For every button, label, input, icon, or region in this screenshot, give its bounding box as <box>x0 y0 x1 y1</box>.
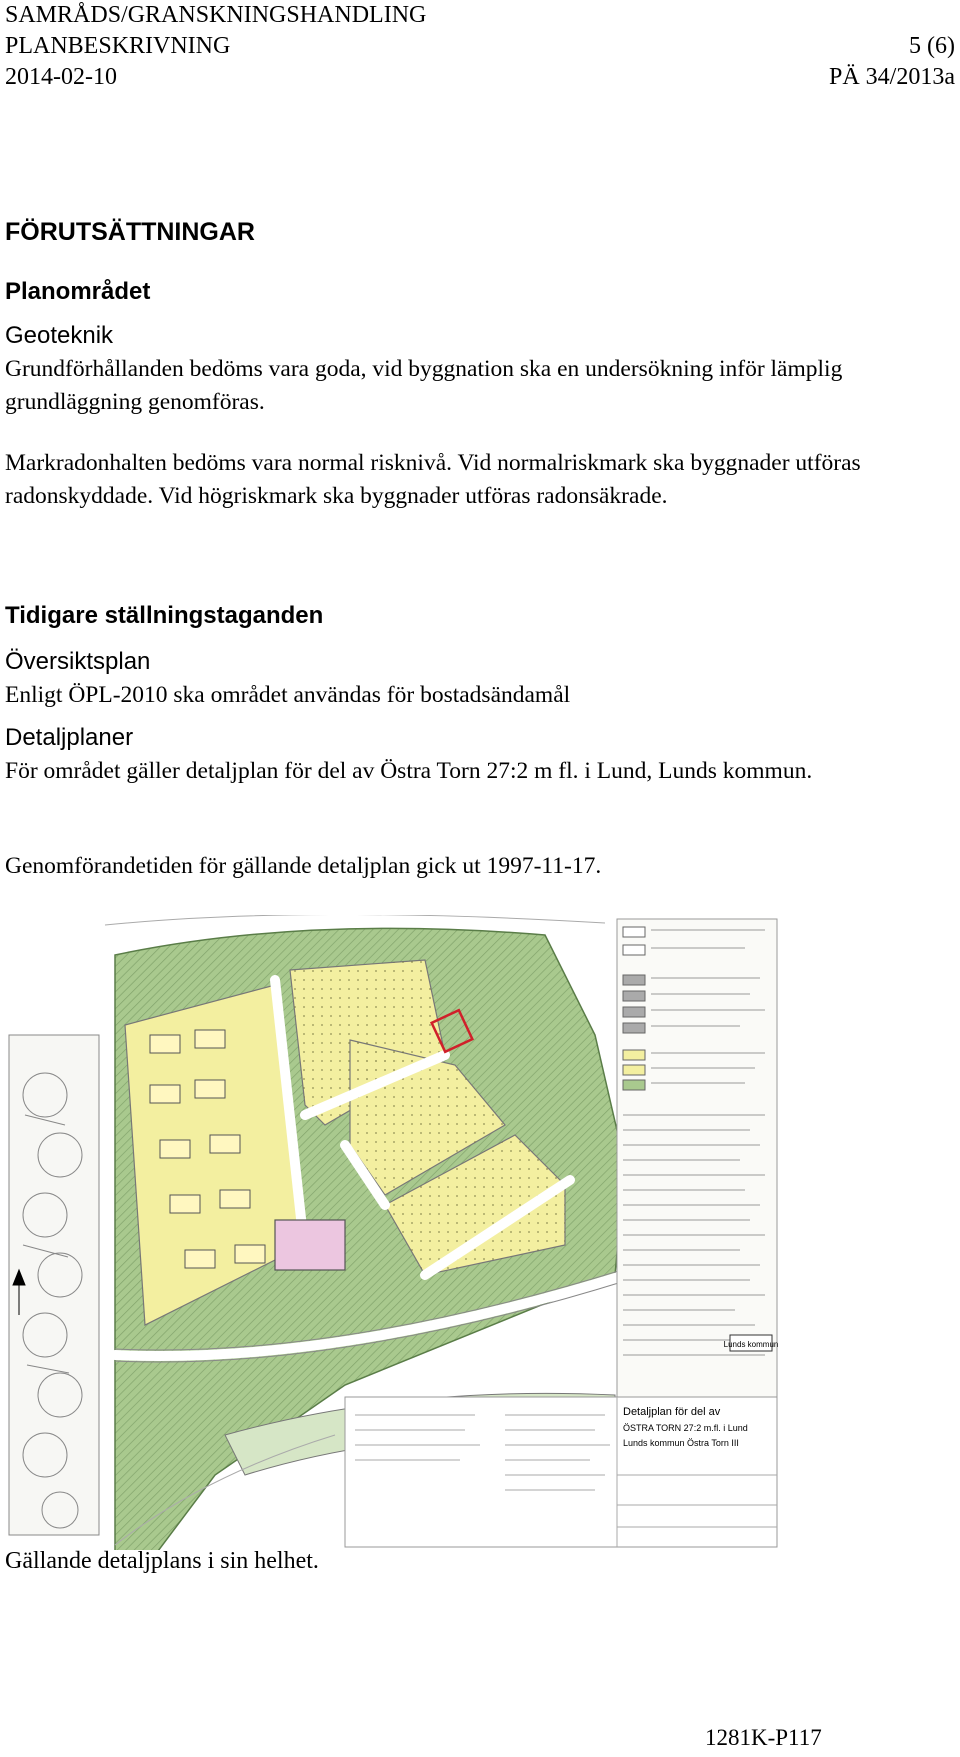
title-block-line-1: Detaljplan för del av <box>623 1406 721 1418</box>
map-stamp: Lunds kommun <box>723 1340 779 1349</box>
detaljplaner-heading: Detaljplaner <box>5 724 134 751</box>
title-block-line-3: Lunds kommun Östra Torn III <box>623 1438 739 1448</box>
header-status: SAMRÅDS/GRANSKNINGSHANDLING <box>5 2 427 28</box>
title-block-line-2: ÖSTRA TORN 27:2 m.fl. i Lund <box>623 1423 748 1433</box>
footer-code: 1281K-P117 <box>705 1725 822 1750</box>
header-doc-type: PLANBESKRIVNING <box>5 33 231 59</box>
map-title-block <box>345 1397 777 1547</box>
geoteknik-heading: Geoteknik <box>5 322 114 349</box>
pink-area <box>275 1220 345 1270</box>
header-page-number: 5 (6) <box>909 33 955 59</box>
geoteknik-paragraph-2: Markradonhalten bedöms vara normal risknivå. Vid normalriskmark ska byggnader utföras radonskyddade. Vid högriskmark ska byggnader utföras radonsäkrade. <box>5 450 861 509</box>
genomforande-text: Genomförandetiden för gällande detaljplan gick ut 1997-11-17. <box>5 853 602 879</box>
page-header <box>5 0 955 93</box>
detaljplaner-text: För området gäller detaljplan för del av Östra Torn 27:2 m fl. i Lund, Lunds kommun. <box>5 758 813 784</box>
tidigare-heading: Tidigare ställningstaganden <box>5 602 324 629</box>
oversiktsplan-text: Enligt ÖPL-2010 ska området användas för bostadsändamål <box>5 682 571 708</box>
map-caption: Gällande detaljplans i sin helhet. <box>5 1548 319 1574</box>
oversiktsplan-heading: Översiktsplan <box>5 648 151 675</box>
subsection-title: Planområdet <box>5 278 151 305</box>
detaljplan-map <box>5 915 871 1550</box>
header-reference: PÄ 34/2013a <box>829 64 955 90</box>
map-legend <box>617 919 778 1397</box>
geoteknik-paragraph-1: Grundförhållanden bedöms vara goda, vid byggnation ska en undersökning inför lämplig grundläggning genomföras. <box>5 356 843 415</box>
section-title: FÖRUTSÄTTNINGAR <box>5 218 255 246</box>
header-date: 2014-02-10 <box>5 64 117 90</box>
